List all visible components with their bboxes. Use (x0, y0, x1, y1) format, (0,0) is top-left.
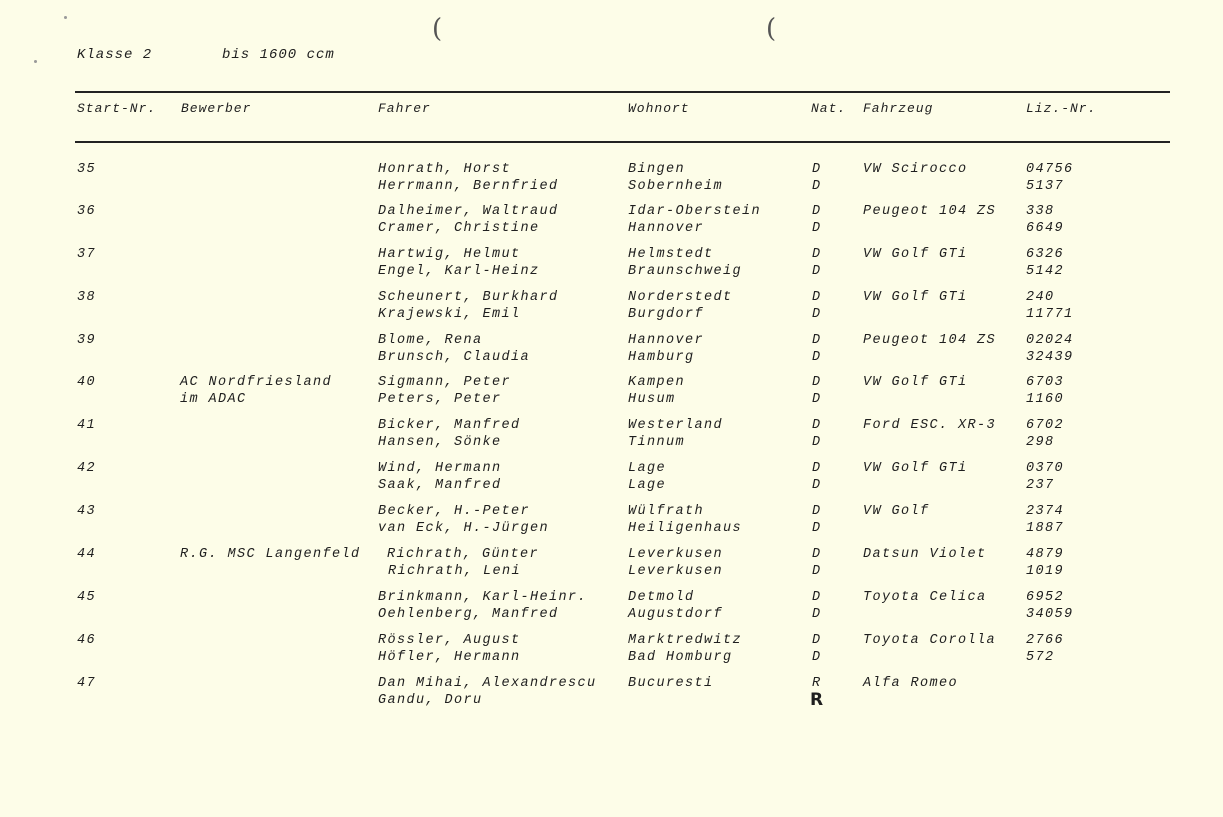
driver-1: Becker, H.-Peter (378, 504, 531, 519)
driver-2: van Eck, H.-Jürgen (378, 521, 550, 536)
vehicle: VW Golf GTi (863, 375, 968, 390)
nationality-1: D (812, 504, 822, 519)
nationality-2: D (812, 179, 822, 194)
vehicle: Toyota Celica (863, 590, 987, 605)
start-number: 46 (77, 633, 97, 648)
residence-1: Helmstedt (628, 247, 714, 262)
nationality-2: D (812, 307, 822, 322)
license-2: 5137 (1026, 179, 1065, 194)
col-header-liz-nr: Liz.-Nr. (1026, 101, 1097, 116)
entrant-line2: im ADAC (180, 392, 247, 407)
residence-1: Westerland (628, 418, 724, 433)
nationality-2: D (812, 607, 822, 622)
punch-hole-mark-right: ( (766, 14, 777, 44)
entry-row (0, 546, 1223, 586)
driver-1: Sigmann, Peter (378, 375, 512, 390)
residence-1: Detmold (628, 590, 695, 605)
license-1: 04756 (1026, 162, 1074, 177)
vehicle: Datsun Violet (863, 547, 987, 562)
vehicle: Peugeot 104 ZS (863, 204, 997, 219)
license-1: 6326 (1026, 247, 1065, 262)
license-1: 2374 (1026, 504, 1065, 519)
punch-hole-mark-left: ( (432, 14, 443, 44)
entry-row (0, 246, 1223, 286)
license-2: 34059 (1026, 607, 1074, 622)
license-2: 1160 (1026, 392, 1065, 407)
license-1: 6952 (1026, 590, 1065, 605)
vehicle: Toyota Corolla (863, 633, 997, 648)
vehicle: Alfa Romeo (863, 676, 959, 691)
driver-2: Oehlenberg, Manfred (378, 607, 559, 622)
entry-row (0, 289, 1223, 329)
driver-2: Engel, Karl-Heinz (378, 264, 540, 279)
nationality-2: D (812, 564, 822, 579)
start-number: 47 (77, 676, 97, 691)
license-2: 32439 (1026, 350, 1074, 365)
start-number: 43 (77, 504, 97, 519)
residence-2: Heiligenhaus (628, 521, 743, 536)
entry-row (0, 675, 1223, 715)
driver-2: Richrath, Leni (388, 564, 522, 579)
entry-row (0, 503, 1223, 543)
residence-2: Leverkusen (628, 564, 724, 579)
license-1: 240 (1026, 290, 1055, 305)
driver-2: Krajewski, Emil (378, 307, 521, 322)
entry-row (0, 460, 1223, 500)
driver-1: Bicker, Manfred (378, 418, 521, 433)
nationality-2: D (812, 650, 822, 665)
paper-speck (64, 16, 67, 19)
driver-2: Hansen, Sönke (378, 435, 502, 450)
driver-2: Peters, Peter (378, 392, 502, 407)
residence-1: Lage (628, 461, 667, 476)
driver-2: Brunsch, Claudia (378, 350, 531, 365)
residence-2: Hamburg (628, 350, 695, 365)
entry-row (0, 417, 1223, 457)
entry-row (0, 332, 1223, 372)
residence-2: Augustdorf (628, 607, 724, 622)
residence-1: Hannover (628, 333, 705, 348)
start-number: 39 (77, 333, 97, 348)
driver-2: Herrmann, Bernfried (378, 179, 559, 194)
nationality-2: D (812, 350, 822, 365)
start-number: 41 (77, 418, 97, 433)
residence-2: Tinnum (628, 435, 686, 450)
driver-1: Rössler, August (378, 633, 521, 648)
start-number: 36 (77, 204, 97, 219)
nationality-1: D (812, 633, 822, 648)
residence-2: Husum (628, 392, 676, 407)
entry-row (0, 161, 1223, 201)
residence-1: Wülfrath (628, 504, 705, 519)
col-header-bewerber: Bewerber (181, 101, 252, 116)
nationality-1: D (812, 461, 822, 476)
vehicle: VW Scirocco (863, 162, 968, 177)
start-number: 35 (77, 162, 97, 177)
license-2: 237 (1026, 478, 1055, 493)
license-2: 298 (1026, 435, 1055, 450)
entry-row (0, 374, 1223, 414)
entrant: R.G. MSC Langenfeld (180, 547, 361, 562)
nationality-1: D (812, 333, 822, 348)
driver-1: Brinkmann, Karl-Heinr. (378, 590, 588, 605)
driver-1: Scheunert, Burkhard (378, 290, 559, 305)
license-1: 6702 (1026, 418, 1065, 433)
handwritten-nat-mark: R (810, 690, 824, 710)
driver-1: Hartwig, Helmut (378, 247, 521, 262)
license-2: 11771 (1026, 307, 1074, 322)
license-1: 0370 (1026, 461, 1065, 476)
nationality-1: D (812, 547, 822, 562)
entry-row (0, 632, 1223, 672)
class-label: Klasse 2 (77, 47, 153, 63)
nationality-1: D (812, 290, 822, 305)
driver-2: Saak, Manfred (378, 478, 502, 493)
start-number: 40 (77, 375, 97, 390)
driver-2: Cramer, Christine (378, 221, 540, 236)
start-number: 37 (77, 247, 97, 262)
col-header-nat: Nat. (811, 101, 847, 116)
residence-2: Lage (628, 478, 667, 493)
license-1: 338 (1026, 204, 1055, 219)
entry-row (0, 589, 1223, 629)
vehicle: VW Golf GTi (863, 290, 968, 305)
residence-1: Leverkusen (628, 547, 724, 562)
residence-2: Bad Homburg (628, 650, 733, 665)
license-1: 6703 (1026, 375, 1065, 390)
nationality-1: D (812, 162, 822, 177)
residence-1: Bingen (628, 162, 686, 177)
residence-1: Norderstedt (628, 290, 733, 305)
driver-1: Honrath, Horst (378, 162, 512, 177)
license-2: 6649 (1026, 221, 1065, 236)
nationality-2: D (812, 521, 822, 536)
nationality-2: D (812, 478, 822, 493)
residence-1: Kampen (628, 375, 686, 390)
license-2: 1887 (1026, 521, 1065, 536)
start-number: 45 (77, 590, 97, 605)
start-number: 42 (77, 461, 97, 476)
residence-2: Sobernheim (628, 179, 724, 194)
license-2: 5142 (1026, 264, 1065, 279)
col-header-fahrer: Fahrer (378, 101, 431, 116)
nationality-1: D (812, 204, 822, 219)
residence-2: Braunschweig (628, 264, 743, 279)
vehicle: VW Golf (863, 504, 930, 519)
vehicle: Ford ESC. XR-3 (863, 418, 997, 433)
license-1: 2766 (1026, 633, 1065, 648)
col-header-fahrzeug: Fahrzeug (863, 101, 934, 116)
nationality-1: D (812, 590, 822, 605)
license-2: 572 (1026, 650, 1055, 665)
start-number: 38 (77, 290, 97, 305)
nationality-1: D (812, 418, 822, 433)
license-1: 02024 (1026, 333, 1074, 348)
residence-1: Idar-Oberstein (628, 204, 762, 219)
driver-1: Dalheimer, Waltraud (378, 204, 559, 219)
nationality-1: D (812, 375, 822, 390)
residence-1: Bucuresti (628, 676, 714, 691)
vehicle: VW Golf GTi (863, 247, 968, 262)
col-header-start-nr: Start-Nr. (77, 101, 157, 116)
residence-2: Burgdorf (628, 307, 705, 322)
col-header-wohnort: Wohnort (628, 101, 690, 116)
nationality-2: D (812, 435, 822, 450)
driver-1: Dan Mihai, Alexandrescu (378, 676, 597, 691)
nationality-2: D (812, 221, 822, 236)
capacity-label: bis 1600 ccm (222, 47, 335, 63)
driver-2: Höfler, Hermann (378, 650, 521, 665)
residence-2: Hannover (628, 221, 705, 236)
nationality-2: D (812, 264, 822, 279)
header-rule-bottom (75, 141, 1170, 143)
nationality-2: D (812, 392, 822, 407)
driver-1: Wind, Hermann (378, 461, 502, 476)
license-2: 1019 (1026, 564, 1065, 579)
nationality-1: D (812, 247, 822, 262)
header-rule-top (75, 91, 1170, 93)
entry-row (0, 203, 1223, 243)
nationality-1: R (812, 676, 822, 691)
driver-1: Blome, Rena (378, 333, 483, 348)
vehicle: Peugeot 104 ZS (863, 333, 997, 348)
residence-1: Marktredwitz (628, 633, 743, 648)
start-number: 44 (77, 547, 97, 562)
license-1: 4879 (1026, 547, 1065, 562)
driver-1: Richrath, Günter (387, 547, 540, 562)
paper-speck (34, 60, 37, 63)
vehicle: VW Golf GTi (863, 461, 968, 476)
driver-2: Gandu, Doru (378, 693, 483, 708)
entrant: AC Nordfriesland (180, 375, 333, 390)
